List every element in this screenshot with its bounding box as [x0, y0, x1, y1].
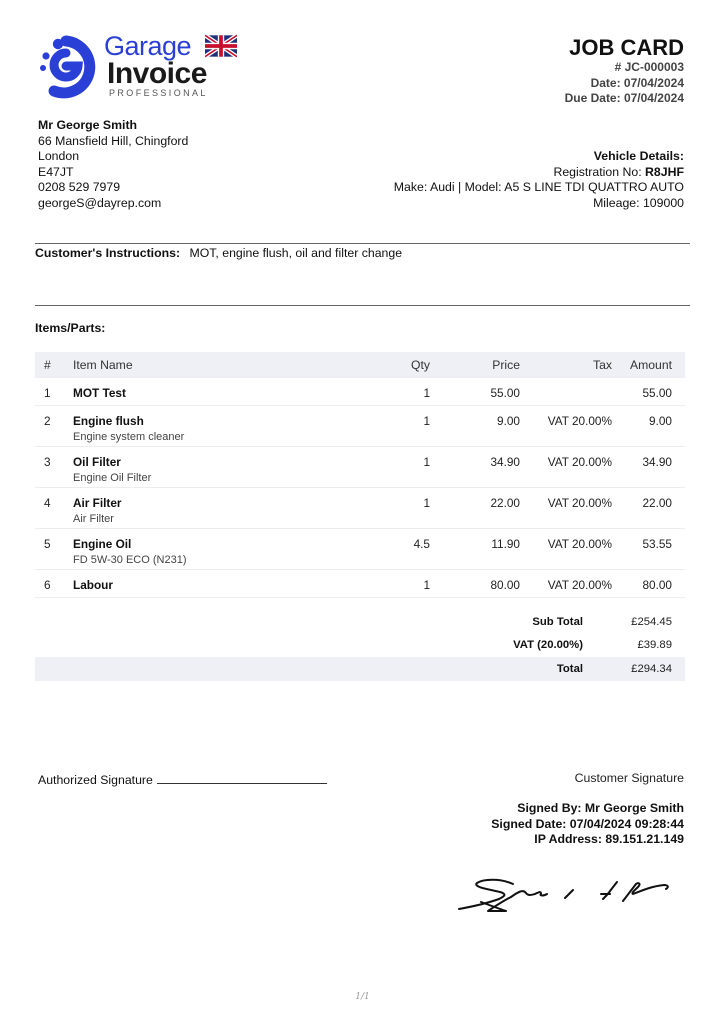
total-label: Total — [35, 657, 583, 681]
vehicle-make-model: Make: Audi | Model: A5 S LINE TDI QUATTRO AUTO — [393, 180, 684, 195]
item-name: Air Filter — [73, 496, 122, 510]
column-header-number: # — [35, 352, 73, 378]
item-tax — [520, 378, 612, 406]
customer-signature-image — [455, 870, 690, 920]
item-price: 11.90 — [430, 529, 520, 570]
signed-by: Signed By: Mr George Smith — [517, 801, 684, 815]
item-amount: 9.00 — [612, 406, 685, 447]
column-header-tax: Tax — [520, 352, 612, 378]
authorized-signature-label: Authorized Signature — [38, 773, 153, 787]
column-header-item-name: Item Name — [73, 352, 343, 378]
document-meta — [565, 60, 684, 107]
document-due-date: Due Date: 07/04/2024 — [564, 91, 684, 105]
item-tax: VAT 20.00% — [520, 447, 612, 488]
item-description: Engine system cleaner — [73, 431, 185, 443]
item-qty: 1 — [343, 406, 430, 447]
item-amount: 80.00 — [612, 570, 685, 598]
registration-label: Registration No: — [553, 164, 642, 179]
item-tax: VAT 20.00% — [520, 406, 612, 447]
item-description: Air Filter — [73, 513, 114, 525]
item-amount: 55.00 — [612, 378, 685, 406]
item-amount: 22.00 — [612, 488, 685, 529]
total-value: £294.34 — [583, 657, 685, 681]
table-row — [35, 447, 685, 488]
vat-label: VAT (20.00%) — [513, 639, 583, 652]
item-description: Engine Oil Filter — [73, 472, 152, 484]
item-qty: 4.5 — [343, 529, 430, 570]
items-section-title: Items/Parts: — [35, 321, 106, 335]
item-tax: VAT 20.00% — [520, 529, 612, 570]
document-title: JOB CARD — [569, 35, 684, 60]
item-name: Engine Oil — [73, 537, 132, 551]
item-qty: 1 — [343, 378, 430, 406]
registration-number: R8JHF — [645, 164, 684, 179]
table-row — [35, 378, 685, 406]
signed-date: Signed Date: 07/04/2024 09:28:44 — [491, 816, 684, 831]
item-price: 22.00 — [430, 488, 520, 529]
total-row — [35, 657, 685, 681]
item-name: Labour — [73, 578, 113, 592]
column-header-qty: Qty — [343, 352, 430, 378]
customer-postcode: E47JT — [38, 164, 74, 179]
vehicle-mileage: Mileage: 109000 — [593, 195, 684, 210]
item-tax: VAT 20.00% — [520, 488, 612, 529]
signature-details — [491, 801, 684, 848]
job-card-number: # JC-000003 — [614, 60, 684, 74]
subtotal-label: Sub Total — [532, 615, 583, 628]
column-header-price: Price — [430, 352, 520, 378]
row-number: 6 — [35, 570, 73, 598]
logo-text-invoice: Invoice — [107, 57, 207, 90]
divider — [35, 243, 690, 244]
item-description: FD 5W-30 ECO (N231) — [73, 554, 187, 566]
item-cell — [73, 447, 343, 488]
customer-details — [38, 118, 188, 212]
vehicle-details — [394, 149, 684, 211]
vat-row — [35, 634, 685, 658]
item-name: Engine flush — [73, 414, 144, 428]
subtotal-value: £254.45 — [631, 615, 672, 628]
item-price: 34.90 — [430, 447, 520, 488]
divider — [35, 305, 690, 306]
row-number: 2 — [35, 406, 73, 447]
customer-name: Mr George Smith — [38, 118, 138, 132]
items-table — [35, 352, 685, 598]
item-cell — [73, 488, 343, 529]
customer-address: 66 Mansfield Hill, Chingford — [38, 133, 189, 148]
authorized-signature-line — [157, 771, 327, 784]
item-qty: 1 — [343, 570, 430, 598]
item-tax: VAT 20.00% — [520, 570, 612, 598]
table-row — [35, 406, 685, 447]
item-price: 9.00 — [430, 406, 520, 447]
uk-flag-icon — [205, 34, 237, 58]
item-qty: 1 — [343, 488, 430, 529]
instructions-label: Customer's Instructions: — [35, 246, 181, 260]
vehicle-heading: Vehicle Details: — [593, 149, 684, 163]
table-header-row — [35, 352, 685, 378]
item-amount: 53.55 — [612, 529, 685, 570]
garage-invoice-logo-icon — [36, 33, 102, 99]
item-cell — [73, 378, 343, 406]
row-number: 4 — [35, 488, 73, 529]
vat-value: £39.89 — [637, 639, 672, 652]
customer-city: London — [38, 149, 80, 164]
subtotal-row — [35, 610, 685, 634]
customer-phone: 0208 529 7979 — [38, 180, 121, 195]
customer-signature-label: Customer Signature — [574, 771, 684, 785]
item-amount: 34.90 — [612, 447, 685, 488]
page-number: 1/1 — [355, 992, 370, 1002]
row-number: 3 — [35, 447, 73, 488]
item-name: Oil Filter — [73, 455, 121, 469]
column-header-amount: Amount — [612, 352, 685, 378]
totals-table — [35, 610, 685, 681]
authorized-signature — [38, 771, 327, 787]
customer-email: georgeS@dayrep.com — [38, 195, 162, 210]
customer-instructions — [35, 246, 402, 260]
item-price: 80.00 — [430, 570, 520, 598]
row-number: 5 — [35, 529, 73, 570]
item-name: MOT Test — [73, 386, 126, 400]
document-date: Date: 07/04/2024 — [590, 75, 684, 90]
vehicle-registration-line — [394, 165, 684, 181]
item-price: 55.00 — [430, 378, 520, 406]
table-row — [35, 529, 685, 570]
item-cell — [73, 529, 343, 570]
item-cell — [73, 406, 343, 447]
table-row — [35, 488, 685, 529]
item-cell — [73, 570, 343, 598]
row-number: 1 — [35, 378, 73, 406]
instructions-text: MOT, engine flush, oil and filter change — [189, 246, 403, 260]
company-logo — [36, 33, 246, 101]
logo-text-garage: Garage — [104, 31, 192, 61]
item-qty: 1 — [343, 447, 430, 488]
logo-tagline: PROFESSIONAL — [109, 88, 208, 98]
ip-address: IP Address: 89.151.21.149 — [534, 832, 684, 846]
table-row — [35, 570, 685, 598]
